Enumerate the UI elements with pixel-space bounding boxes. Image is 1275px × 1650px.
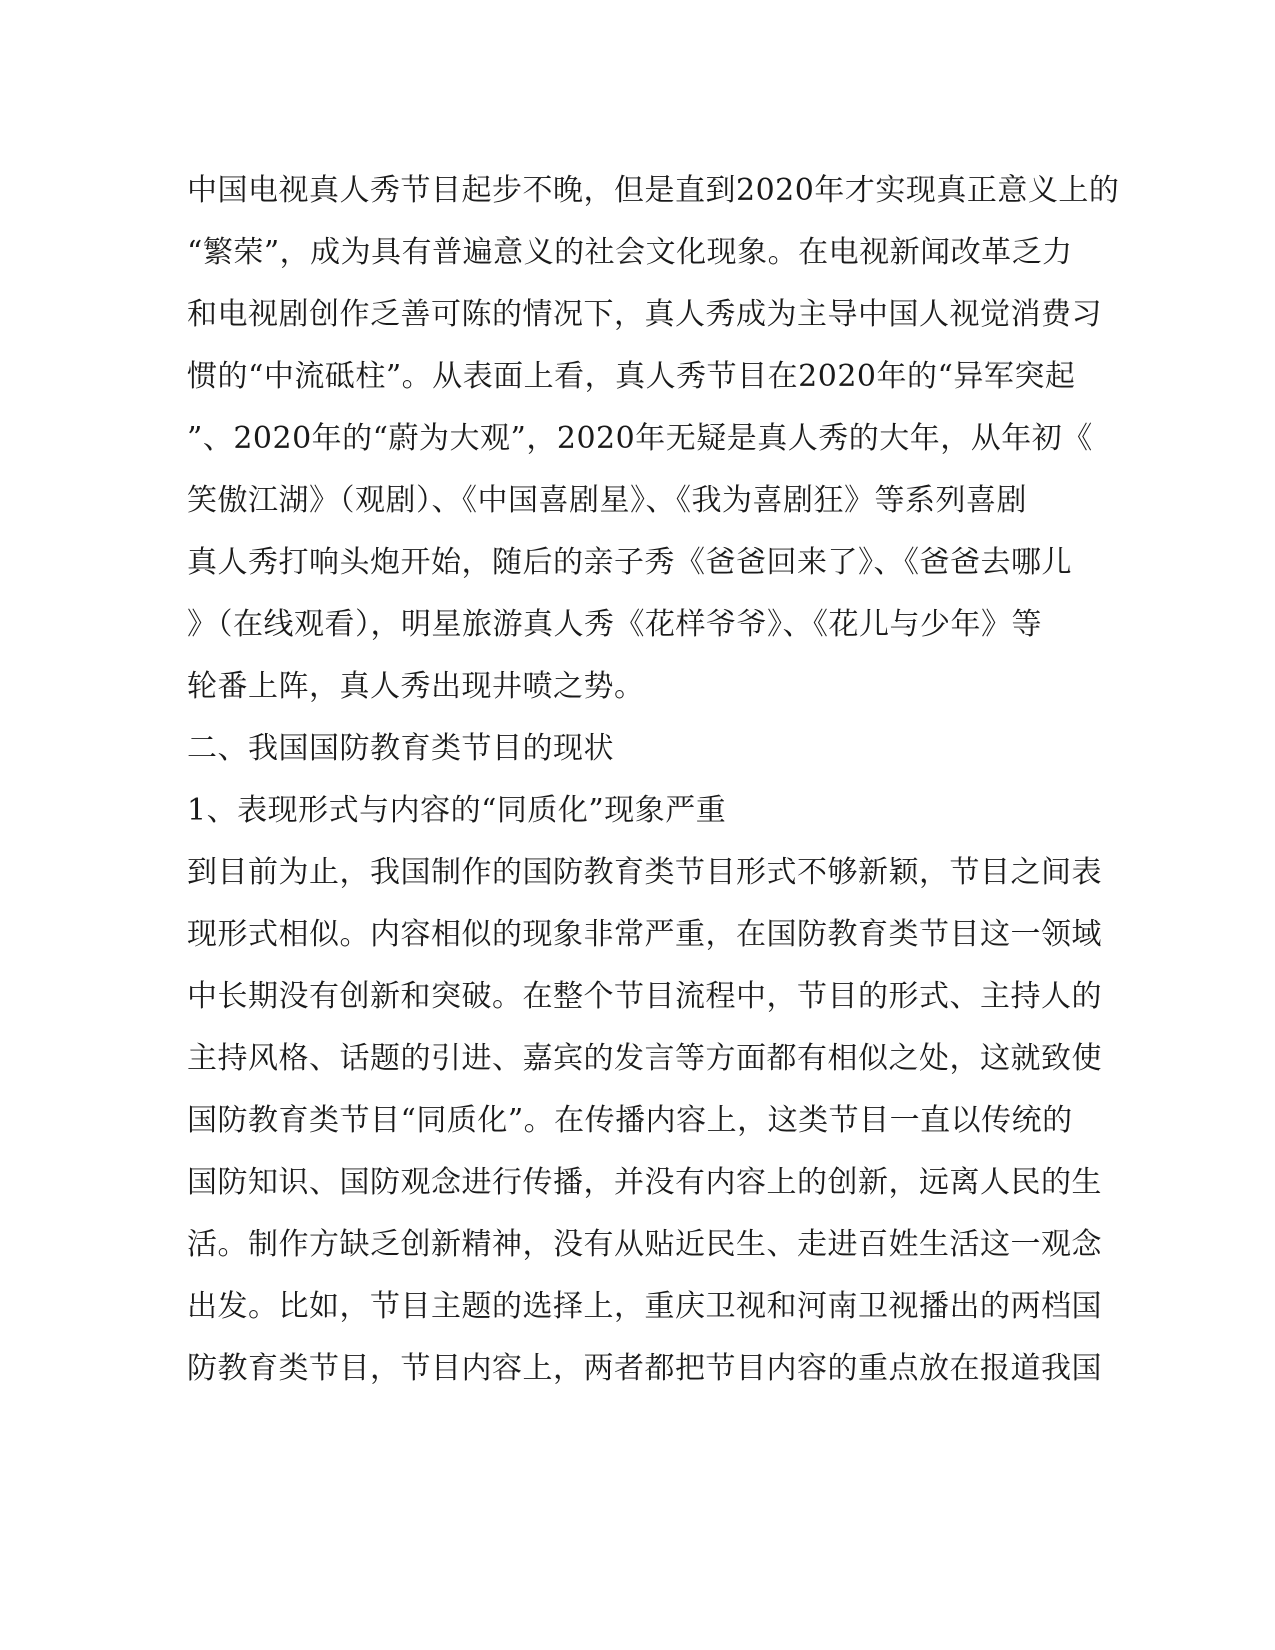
text-line: 防教育类节目，节目内容上，两者都把节目内容的重点放在报道我国 bbox=[187, 1351, 1102, 1386]
text-line: 真人秀打响头炮开始，随后的亲子秀《爸爸回来了》、《爸爸去哪儿 bbox=[187, 545, 1072, 580]
text-line: 中长期没有创新和突破。在整个节目流程中，节目的形式、主持人的 bbox=[187, 979, 1102, 1014]
text-line: 国防教育类节目“同质化”。在传播内容上，这类节目一直以传统的 bbox=[187, 1103, 1073, 1138]
text-line: “繁荣”，成为具有普遍意义的社会文化现象。在电视新闻改革乏力 bbox=[187, 235, 1073, 270]
text-line: 国防知识、国防观念进行传播，并没有内容上的创新，远离人民的生 bbox=[187, 1165, 1102, 1200]
body-text bbox=[187, 160, 1120, 1400]
text-line: 笑傲江湖》（观剧）、《中国喜剧星》、《我为喜剧狂》等系列喜剧 bbox=[187, 483, 1027, 518]
text-line: 到目前为止，我国制作的国防教育类节目形式不够新颖，节目之间表 bbox=[187, 855, 1102, 890]
text-line: 主持风格、话题的引进、嘉宾的发言等方面都有相似之处，这就致使 bbox=[187, 1041, 1102, 1076]
text-line: 现形式相似。内容相似的现象非常严重，在国防教育类节目这一领域 bbox=[187, 917, 1102, 952]
text-line: 惯的“中流砥柱”。从表面上看，真人秀节目在2020年的“异军突起 bbox=[187, 359, 1076, 394]
text-line: 》（在线观看），明星旅游真人秀《花样爷爷》、《花儿与少年》等 bbox=[187, 607, 1042, 642]
text-line: 中国电视真人秀节目起步不晚，但是直到2020年才实现真正意义上的 bbox=[187, 173, 1120, 208]
text-line: ”、2020年的“蔚为大观”，2020年无疑是真人秀的大年，从年初《 bbox=[187, 421, 1093, 456]
subsection-heading: 1、表现形式与内容的“同质化”现象严重 bbox=[187, 793, 727, 828]
section-heading: 二、我国国防教育类节目的现状 bbox=[187, 731, 614, 766]
text-line: 活。制作方缺乏创新精神，没有从贴近民生、走进百姓生活这一观念 bbox=[187, 1227, 1102, 1262]
text-line: 轮番上阵，真人秀出现井喷之势。 bbox=[187, 669, 645, 704]
text-line: 出发。比如，节目主题的选择上，重庆卫视和河南卫视播出的两档国 bbox=[187, 1289, 1102, 1324]
text-line: 和电视剧创作乏善可陈的情况下，真人秀成为主导中国人视觉消费习 bbox=[187, 297, 1102, 332]
